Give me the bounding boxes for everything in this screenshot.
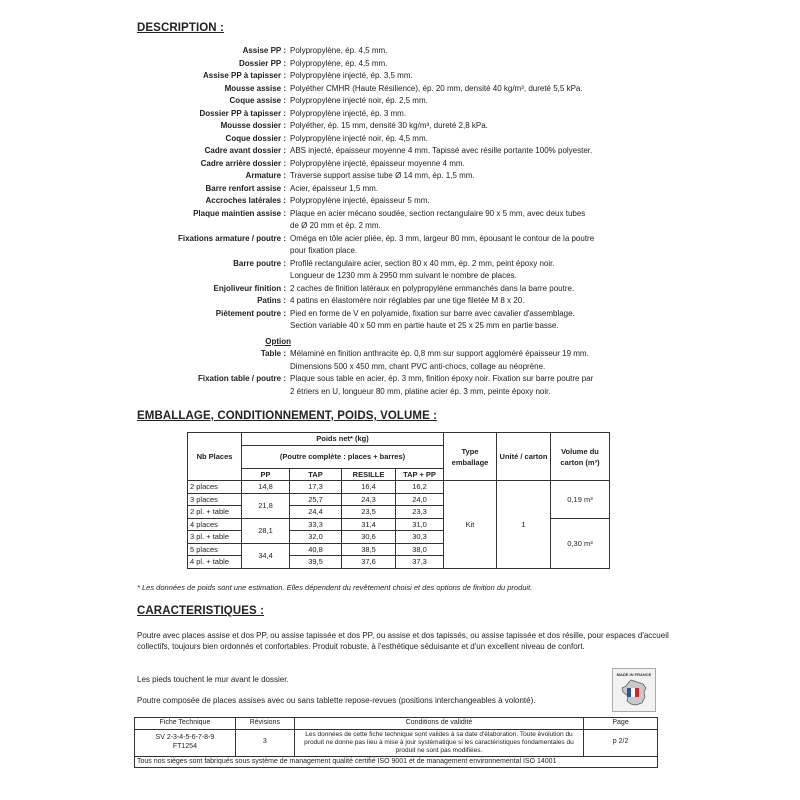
description-label: Cadre avant dossier :	[204, 146, 286, 155]
description-value	[286, 145, 650, 158]
description-line: Mélaminé en finition anthracite ép. 0,8 mm sur support aggloméré épaisseur 19 mm.	[290, 349, 589, 358]
description-line: Polypropylène injecté, épaisseur moyenne 4 mm.	[290, 158, 465, 168]
tappp-cell: 30,3	[396, 531, 444, 544]
weight-note: * Les données de poids sont une estimation. Elles dépendent du revêtement choisi et des options de finition du produit.	[137, 583, 533, 592]
description-label: Mousse assise :	[224, 83, 286, 93]
weight-volume-table	[187, 432, 610, 569]
made-in-france-logo	[612, 668, 656, 712]
description-label: Fixation table / poutre :	[197, 374, 286, 383]
france-map-icon	[619, 679, 649, 707]
header-unite: Unité / carton	[497, 433, 551, 481]
description-line: Polyéther CMHR (Haute Résilience), ép. 20 mm, densité 40 kg/m³, dureté 5,5 kPa.	[290, 83, 583, 93]
header-type: Type emballage	[444, 433, 497, 481]
description-row	[0, 208, 800, 233]
description-value	[286, 170, 650, 183]
description-line: Polypropylène, ép. 4,5 mm.	[290, 46, 388, 55]
resille-cell: 23,5	[342, 506, 396, 519]
description-row	[0, 133, 800, 146]
tap-cell: 40,8	[290, 543, 342, 556]
description-label: Assise PP à tapisser :	[202, 71, 286, 80]
resille-cell: 30,6	[342, 531, 396, 544]
description-value	[286, 208, 650, 233]
description-line: Acier, épaisseur 1,5 mm.	[290, 183, 379, 193]
col-tap: TAP	[290, 468, 342, 481]
pp-cell: 28,1	[242, 518, 290, 543]
logo-text: MADE IN FRANCE	[616, 672, 652, 677]
description-value	[286, 83, 650, 96]
col-resille: RESILLE	[342, 468, 396, 481]
header-volume: Volume du carton (m³)	[551, 433, 610, 481]
footer-header-conditions: Conditions de validité	[294, 718, 583, 730]
description-value	[286, 108, 650, 121]
tap-cell: 24,4	[290, 506, 342, 519]
description-list	[0, 45, 800, 398]
description-row	[0, 158, 800, 171]
footer-header-fiche: Fiche Technique	[135, 718, 236, 730]
header-nb-places: Nb Places	[188, 433, 242, 481]
description-label: Table :	[260, 349, 286, 358]
description-row	[0, 183, 800, 196]
description-line: Polypropylène injecté, épaisseur 5 mm.	[290, 196, 430, 205]
description-line: Pied en forme de V en polyamide, fixation sur barre avec cavalier d'assemblage.	[290, 308, 575, 318]
option-heading: Option	[265, 336, 291, 346]
resille-cell: 31,4	[342, 518, 396, 531]
description-value	[286, 373, 650, 398]
description-line: de Ø 20 mm et ép. 2 mm.	[290, 221, 381, 230]
description-label: Enjoliveur finition :	[213, 283, 286, 293]
description-line: 2 caches de finition latéraux en polypropylène emmanchés dans la barre poutre.	[290, 283, 575, 293]
description-label: Accroches latérales :	[205, 196, 286, 205]
description-value	[286, 158, 650, 171]
nb-cell: 5 places	[188, 543, 242, 556]
description-row	[0, 70, 800, 83]
pp-cell: 14,8	[242, 481, 290, 494]
description-label: Plaque maintien assise :	[193, 208, 286, 218]
footer-conditions-value: Les données de cette fiche technique sont valides à sa date d'élaboration. Toute évolution du produit ne donne pas lieu à mise à jour systématique si les caractéristiques fondamentales du produit ne sont pas modifiées.	[294, 729, 583, 756]
footer-header-revisions: Révisions	[235, 718, 294, 730]
type-cell: Kit	[444, 481, 497, 569]
description-row	[0, 120, 800, 133]
footer-iso-note: Tous nos sièges sont fabriqués sous système de management qualité certifié ISO 9001 et de management environnemental ISO 14001	[135, 756, 658, 768]
nb-cell: 2 places	[188, 481, 242, 494]
tappp-cell: 16,2	[396, 481, 444, 494]
description-row	[0, 233, 800, 258]
description-label: Dossier PP à tapisser :	[199, 108, 286, 118]
pp-cell: 21,8	[242, 493, 290, 518]
resille-cell: 38,5	[342, 543, 396, 556]
description-row	[0, 258, 800, 283]
description-line: Polypropylène injecté noir, ép. 4,5 mm.	[290, 133, 428, 143]
tap-cell: 39,5	[290, 556, 342, 569]
description-label: Coque dossier :	[225, 133, 286, 143]
description-value	[286, 133, 650, 146]
description-row	[0, 283, 800, 296]
nb-cell: 4 places	[188, 518, 242, 531]
description-label: Patins :	[257, 296, 286, 305]
nb-cell: 3 pl. + table	[188, 531, 242, 544]
volume-cell: 0,19 m³	[551, 481, 610, 519]
description-heading: DESCRIPTION :	[137, 22, 224, 34]
packaging-heading: EMBALLAGE, CONDITIONNEMENT, POIDS, VOLUME :	[137, 410, 438, 422]
nb-cell: 3 places	[188, 493, 242, 506]
description-line: 2 étriers en U, longueur 80 mm, platine acier ép. 3 mm, peinte époxy noir.	[290, 386, 551, 396]
tappp-cell: 37,3	[396, 556, 444, 569]
description-line: pour fixation place.	[290, 246, 358, 255]
volume-cell: 0,30 m³	[551, 518, 610, 568]
tappp-cell: 24,0	[396, 493, 444, 506]
description-line: 4 patins en élastomère noir réglables par une tige filetée M 8 x 20.	[290, 296, 525, 305]
description-label: Barre poutre :	[233, 258, 286, 268]
description-value	[286, 348, 650, 373]
description-line: Polypropylène injecté, ép. 3,5 mm.	[290, 71, 413, 80]
description-row	[0, 95, 800, 108]
resille-cell: 37,6	[342, 556, 396, 569]
description-value	[286, 233, 650, 258]
characteristics-heading: CARACTERISTIQUES :	[137, 605, 265, 617]
table-row	[188, 481, 610, 494]
pp-cell: 34,4	[242, 543, 290, 568]
description-value	[286, 308, 650, 333]
unite-cell: 1	[497, 481, 551, 569]
description-value	[286, 120, 650, 133]
description-line: Dimensions 500 x 450 mm, chant PVC anti-chocs, collage au néoprène.	[290, 361, 546, 371]
description-value	[286, 95, 650, 108]
description-value	[286, 258, 650, 283]
description-line: Polypropylène injecté, ép. 3 mm.	[290, 108, 407, 118]
tappp-cell: 23,3	[396, 506, 444, 519]
description-value	[286, 58, 650, 71]
description-row	[0, 170, 800, 183]
description-line: Longueur de 1230 mm à 2950 mm suivant le nombre de places.	[290, 271, 517, 280]
footer-table	[134, 717, 658, 768]
description-row	[0, 45, 800, 58]
footer-header-page: Page	[584, 718, 658, 730]
description-line: Plaque en acier mécano soudée, section rectangulaire 90 x 5 mm, avec deux tubes	[290, 208, 586, 218]
description-line: Plaque sous table en acier, ép. 3 mm, finition époxy noir. Fixation sur barre poutre par	[290, 374, 594, 383]
description-line: Profilé rectangulaire acier, section 80 x 40 mm, ép. 2 mm, peint époxy noir.	[290, 258, 555, 268]
tap-cell: 32,0	[290, 531, 342, 544]
description-row	[0, 145, 800, 158]
description-value	[286, 195, 650, 208]
description-label: Mousse dossier :	[220, 121, 286, 130]
description-row	[0, 108, 800, 121]
description-label: Barre renfort assise :	[205, 183, 286, 193]
description-value	[286, 295, 650, 308]
description-line: Polyéther, ép. 15 mm, densité 30 kg/m³, dureté 2,8 kPa.	[290, 121, 488, 130]
tappp-cell: 31,0	[396, 518, 444, 531]
header-poids: Poids net* (kg)	[242, 433, 444, 446]
header-poids-sub: (Poutre complète : places + barres)	[242, 445, 444, 468]
description-row	[0, 308, 800, 333]
resille-cell: 16,4	[342, 481, 396, 494]
description-line: ABS injecté, épaisseur moyenne 4 mm. Tapissé avec résille portante 100% polyester.	[290, 146, 593, 155]
description-line: Polypropylène, ép. 4,5 mm.	[290, 58, 388, 68]
col-tap-pp: TAP + PP	[396, 468, 444, 481]
description-line: Oméga en tôle acier pliée, ép. 3 mm, largeur 80 mm, épousant le contour de la poutre	[290, 233, 595, 243]
description-value	[286, 183, 650, 196]
description-label: Dossier PP :	[239, 58, 286, 68]
fiche-line: FT1254	[172, 742, 197, 750]
description-label: Coque assise :	[229, 96, 286, 105]
description-line: Traverse support assise tube Ø 14 mm, ép. 1,5 mm.	[290, 171, 475, 180]
description-row	[0, 83, 800, 96]
description-label: Assise PP :	[242, 46, 286, 55]
description-row	[0, 295, 800, 308]
description-value	[286, 283, 650, 296]
characteristics-paragraph: Poutre avec places assise et dos PP, ou assise tapissée et dos PP, ou assise et dos tapissés, ou assise tapissée et dos résille, pour espaces d'accueil collectifs, toujours bien ordonnés et confortables. Produit robuste, à l'esthétique séduisante et d'un excellent niveau de confort.	[137, 631, 669, 651]
tappp-cell: 38,0	[396, 543, 444, 556]
description-value	[286, 45, 650, 58]
resille-cell: 24,3	[342, 493, 396, 506]
footer-page-value: p 2/2	[584, 729, 658, 756]
characteristics-paragraph: Les pieds touchent le mur avant le dossier.	[137, 675, 289, 684]
nb-cell: 2 pl. + table	[188, 506, 242, 519]
description-row	[0, 373, 800, 398]
description-line: Section variable 40 x 50 mm en partie haute et 25 x 25 mm en partie basse.	[290, 321, 559, 330]
description-label: Fixations armature / poutre :	[177, 233, 286, 243]
footer-fiche-value	[135, 729, 236, 756]
description-label: Armature :	[245, 171, 286, 180]
fiche-line: SV 2-3-4-5-6-7-8-9	[155, 734, 215, 741]
description-value	[286, 70, 650, 83]
nb-cell: 4 pl. + table	[188, 556, 242, 569]
description-row	[0, 348, 800, 373]
description-label: Piètement poutre :	[215, 308, 286, 318]
tap-cell: 25,7	[290, 493, 342, 506]
footer-revision-value: 3	[235, 729, 294, 756]
description-row	[0, 195, 800, 208]
col-pp: PP	[242, 468, 290, 481]
description-line: Polypropylène injecté noir, ép. 2,5 mm.	[290, 96, 428, 105]
characteristics-paragraph: Poutre composée de places assises avec ou sans tablette repose-revues (positions interchangeables à volonté).	[137, 696, 536, 705]
tap-cell: 17,3	[290, 481, 342, 494]
description-label: Cadre arrière dossier :	[200, 158, 286, 168]
description-row	[0, 58, 800, 71]
tap-cell: 33,3	[290, 518, 342, 531]
